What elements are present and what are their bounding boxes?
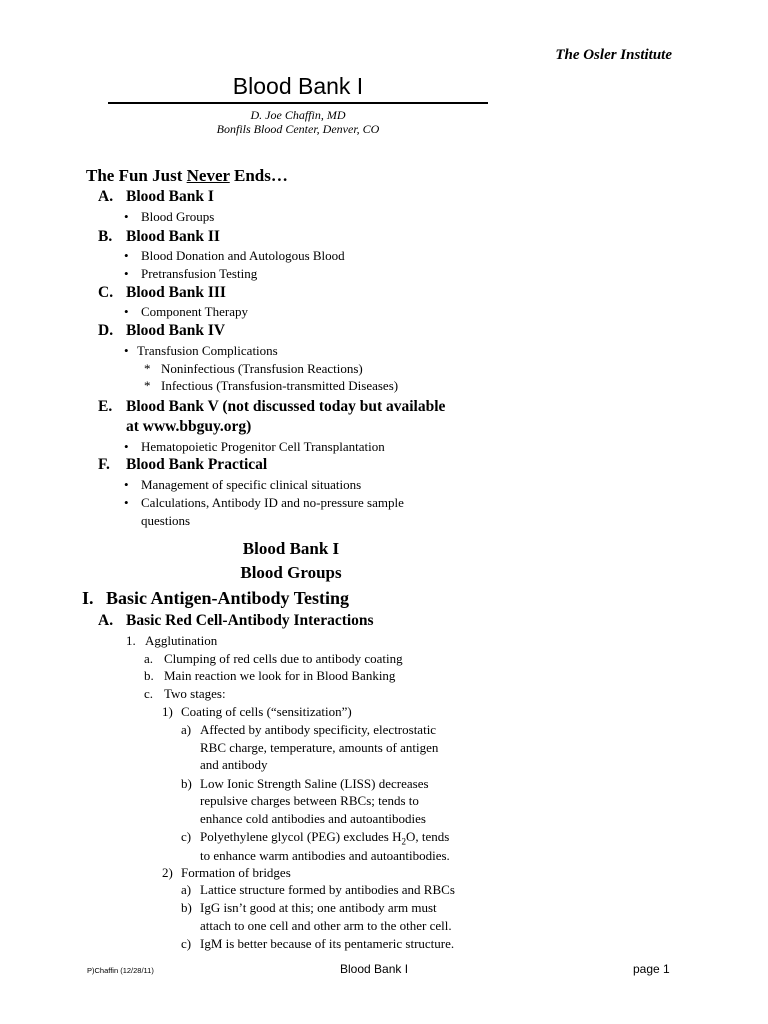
footer-author-date: P)Chaffin (12/28/11)	[87, 966, 154, 975]
sub-text-line: RBC charge, temperature, amounts of antigen	[200, 740, 439, 755]
footer-title: Blood Bank I	[340, 962, 409, 976]
letter-text: Two stages:	[164, 686, 226, 701]
bullet-text: Blood Groups	[141, 209, 215, 224]
sub-text	[200, 829, 449, 847]
sub-text: IgG isn’t good at this; one antibody arm must	[200, 900, 437, 915]
stage-marker: 1)	[162, 704, 173, 719]
sub-bullet-text: Noninfectious (Transfusion Reactions)	[161, 361, 363, 376]
stage-marker: 2)	[162, 865, 173, 880]
number-marker: 1.	[126, 633, 136, 648]
sub-marker: c)	[181, 936, 192, 951]
sub-text-line: repulsive charges between RBCs; tends to	[200, 793, 419, 808]
item-marker: A.	[98, 188, 114, 205]
sub-text: IgM is better because of its pentameric structure.	[200, 936, 455, 951]
item-label-continuation: at www.bbguy.org)	[126, 418, 252, 435]
number-text: Agglutination	[145, 633, 218, 648]
roman-marker: I.	[82, 588, 94, 608]
bullet-icon: •	[124, 248, 129, 263]
section-title-line1: Blood Bank I	[242, 539, 340, 558]
bullet-icon: •	[124, 266, 129, 281]
title-divider	[108, 102, 488, 104]
star-icon: *	[144, 361, 151, 376]
sub-marker: a)	[181, 722, 192, 737]
item-marker: D.	[98, 322, 114, 339]
sub-text: Affected by antibody specificity, electrostatic	[200, 722, 437, 737]
heading-text: The Fun Just	[86, 166, 187, 185]
bullet-text: Management of specific clinical situations	[141, 477, 362, 492]
bullet-text: Calculations, Antibody ID and no-pressure sample	[141, 495, 404, 510]
bullet-text: Pretransfusion Testing	[141, 266, 258, 281]
sub-text: Lattice structure formed by antibodies and RBCs	[200, 882, 455, 897]
sub-text-line: enhance cold antibodies and autoantibodies	[200, 811, 426, 826]
item-marker: B.	[98, 228, 113, 245]
sub-bullet-text: Infectious (Transfusion-transmitted Diseases)	[161, 378, 399, 393]
bullet-icon: •	[124, 304, 129, 319]
sub-text-line: to enhance warm antibodies and autoantibodies.	[200, 848, 450, 863]
sub-marker: a)	[181, 882, 192, 897]
item-marker: F.	[98, 456, 110, 473]
item-marker: A.	[98, 612, 114, 629]
letter-marker: c.	[144, 686, 154, 701]
bullet-text: Hematopoietic Progenitor Cell Transplantation	[141, 439, 385, 454]
sub-text-line: and antibody	[200, 757, 268, 772]
bullet-text: Component Therapy	[141, 304, 248, 319]
section-title-line2: Blood Groups	[240, 563, 342, 582]
letter-text: Clumping of red cells due to antibody coating	[164, 651, 403, 666]
heading-text-end: Ends…	[229, 166, 288, 185]
author-affiliation: Bonfils Blood Center, Denver, CO	[216, 122, 380, 136]
subscript-two: 2	[401, 836, 406, 847]
author-name: D. Joe Chaffin, MD	[250, 108, 346, 122]
item-label: Blood Bank I	[126, 188, 214, 205]
item-label: Blood Bank Practical	[126, 456, 268, 473]
document-title: Blood Bank I	[232, 73, 364, 99]
bullet-icon: •	[124, 439, 129, 454]
peg-text-start: Polyethylene glycol (PEG) excludes H	[200, 829, 402, 844]
sub-text: Low Ionic Strength Saline (LISS) decreases	[200, 776, 429, 791]
bullet-text: Transfusion Complications	[137, 343, 278, 358]
heading-underlined-text: Never	[186, 166, 230, 185]
bullet-icon: •	[124, 343, 129, 358]
sub-marker: b)	[181, 776, 192, 791]
letter-text: Main reaction we look for in Blood Banking	[164, 668, 396, 683]
bullet-icon: •	[124, 477, 129, 492]
letter-marker: a.	[144, 651, 154, 666]
item-label: Basic Red Cell-Antibody Interactions	[126, 612, 374, 629]
item-label: Blood Bank III	[126, 284, 226, 301]
peg-text-end: O, tends	[405, 829, 450, 844]
sub-marker: c)	[181, 829, 192, 844]
bullet-continuation: questions	[141, 513, 191, 528]
bullet-text: Blood Donation and Autologous Blood	[141, 248, 345, 263]
item-marker: E.	[98, 398, 113, 415]
bullet-icon: •	[124, 209, 129, 224]
item-label: Blood Bank II	[126, 228, 220, 245]
sub-marker: b)	[181, 900, 192, 915]
bullet-icon: •	[124, 495, 129, 510]
roman-label: Basic Antigen-Antibody Testing	[106, 588, 350, 608]
stage-text: Formation of bridges	[181, 865, 291, 880]
sub-text-line: attach to one cell and other arm to the other cell.	[200, 918, 452, 933]
item-label: Blood Bank IV	[126, 322, 226, 339]
institute-name: The Osler Institute	[555, 47, 672, 63]
item-label: Blood Bank V (not discussed today but available	[126, 398, 446, 415]
item-marker: C.	[98, 284, 114, 301]
intro-heading	[86, 166, 288, 186]
letter-marker: b.	[144, 668, 154, 683]
stage-text: Coating of cells (“sensitization”)	[181, 704, 352, 719]
footer-page-number: page 1	[633, 962, 670, 976]
star-icon: *	[144, 378, 151, 393]
